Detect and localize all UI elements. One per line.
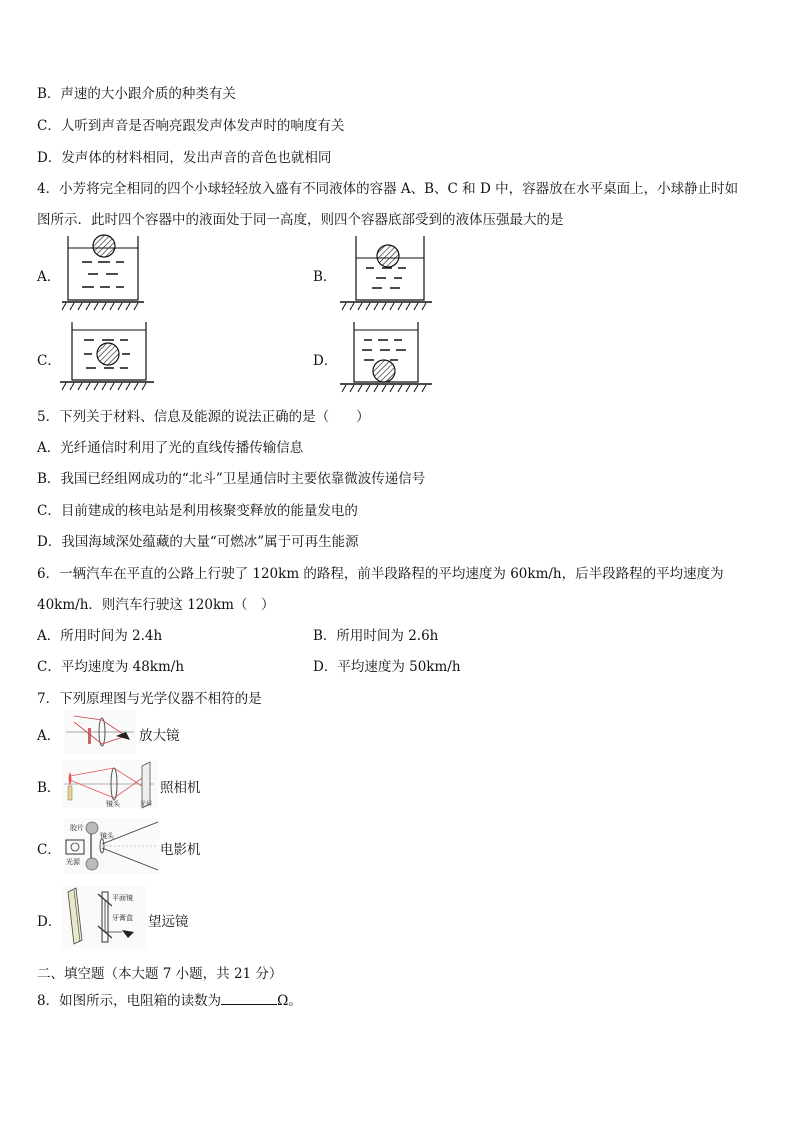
q3-option-d: D．发声体的材料相同，发出声音的音色也就相同: [37, 150, 332, 166]
q6-option-d: D．平均速度为 50km/h: [313, 659, 461, 675]
q6-stem-line2: 40km/h．则汽车行驶这 120km（ ）: [37, 597, 275, 613]
q6-option-b: B．所用时间为 2.6h: [313, 628, 439, 644]
q7-label-c: C．: [37, 842, 61, 858]
q4-label-b: B．: [313, 269, 337, 285]
q7-instrument-c: 电影机: [160, 842, 201, 858]
projector-lens-label: 镜头: [100, 832, 114, 840]
camera-diagram: [62, 760, 158, 808]
q7-stem: 7．下列原理图与光学仪器不相符的是: [37, 691, 262, 707]
section-title: 二、填空题（本大题 7 小题，共 21 分）: [37, 966, 283, 982]
camera-screen-label: 光屏: [140, 801, 153, 808]
q4-stem-line1: 4．小芳将完全相同的四个小球轻轻放入盛有不同液体的容器 A、B、C 和 D 中，容器放在水平桌面上，小球静止时如: [37, 181, 739, 197]
q6-stem-line1: 6．一辆汽车在平直的公路上行驶了 120km 的路程，前半段路程的平均速度为 60km/h，后半段路程的平均速度为: [37, 566, 724, 582]
q3-option-c: C．人听到声音是否响亮跟发声体发声时的响度有关: [37, 118, 345, 134]
q3-option-b: B．声速的大小跟介质的种类有关: [37, 86, 236, 102]
q8-stem-post: Ω。: [277, 993, 302, 1009]
q6-option-a: A．所用时间为 2.4h: [37, 628, 163, 644]
q5-option-a: A．光纤通信时利用了光的直线传播传输信息: [37, 440, 304, 456]
q4-label-a: A．: [37, 269, 61, 285]
q5-stem: 5．下列关于材料、信息及能源的说法正确的是（ ）: [37, 409, 370, 425]
q6-option-c: C．平均速度为 48km/h: [37, 659, 185, 675]
magnifier-diagram: [64, 710, 136, 754]
q4-stem-line2: 图所示．此时四个容器中的液面处于同一高度，则四个容器底部受到的液体压强最大的是: [37, 212, 564, 228]
container-figure-c: [58, 318, 158, 394]
q7-label-d: D．: [37, 914, 62, 930]
q7-label-a: A．: [37, 728, 61, 744]
q4-label-c: C．: [37, 353, 61, 369]
projector-film-label: 胶片: [70, 824, 84, 832]
projector-light-label: 光源: [66, 858, 80, 866]
q7-label-b: B．: [37, 780, 61, 796]
q8-answer-blank[interactable]: [221, 992, 277, 1005]
q7-instrument-a: 放大镜: [139, 728, 180, 744]
periscope-box-label: 牙膏盒: [112, 914, 133, 922]
camera-lens-label: 镜头: [106, 800, 120, 808]
q7-instrument-b: 照相机: [160, 780, 201, 796]
container-figure-d: [336, 318, 436, 394]
q5-option-b: B．我国已经组网成功的“北斗”卫星通信时主要依靠微波传递信号: [37, 471, 426, 487]
container-figure-b: [336, 232, 436, 312]
container-figure-a: [62, 232, 152, 312]
q8-stem: [37, 989, 302, 1009]
q8-stem-pre: 8．如图所示，电阻箱的读数为: [37, 993, 222, 1009]
q7-instrument-d: 望远镜: [148, 914, 189, 930]
periscope-mirror-label: 平面镜: [112, 894, 133, 902]
projector-diagram: [64, 818, 160, 874]
q5-option-c: C．目前建成的核电站是利用核聚变释放的能量发电的: [37, 503, 358, 519]
q5-option-d: D．我国海域深处蕴藏的大量“可燃冰”属于可再生能源: [37, 534, 359, 550]
periscope-diagram: [62, 886, 146, 948]
q4-label-d: D．: [313, 353, 338, 369]
